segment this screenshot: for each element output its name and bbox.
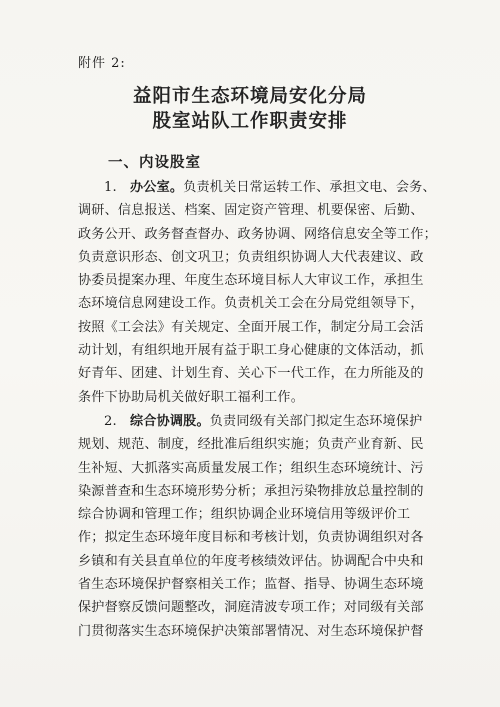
item-number: 1.	[104, 180, 117, 195]
paragraph-line: 规划、规范、制度，经批准后组织实施；负责产业育新、民	[78, 437, 424, 453]
attachment-label: 附件 2:	[78, 56, 126, 71]
paragraph-line: 省生态环境保护督察相关工作；监督、指导、协调生态环境	[78, 577, 424, 593]
paragraph-line: 条件下协助局机关做好职工福利工作。	[78, 389, 304, 405]
paragraph-line: 作；拟定生态环境年度目标和考核计划，负责协调组织对各	[78, 530, 424, 546]
document-title-line-2: 股室站队工作职责安排	[152, 111, 348, 132]
paragraph-line: 态环境信息网建设工作。负责机关工会在分局党组领导下，	[78, 296, 424, 312]
paragraph-coordination	[78, 410, 440, 643]
item-number: 2.	[104, 414, 117, 429]
paragraph-line: 生补短、大抓落实高质量发展工作；组织生态环境统计、污	[78, 460, 424, 476]
document-title-line-1: 益阳市生态环境局安化分局	[132, 86, 367, 107]
paragraph-line: 乡镇和有关县直单位的年度考核绩效评估。协调配合中央和	[78, 553, 424, 569]
paragraph-line	[78, 176, 440, 199]
paragraph-line: 综合协调和管理工作；组织协调企业环境信用等级评价工	[78, 507, 411, 523]
paragraph-line: 好青年、团建、计划生育、关心下一代工作，在力所能及的	[78, 366, 424, 382]
paragraph-line: 负责意识形态、创文巩卫；负责组织协调人大代表建议、政	[78, 249, 424, 265]
paragraph-line: 动计划，有组织地开展有益于职工身心健康的文体活动，抓	[78, 343, 424, 359]
paragraph-line: 染源普查和生态环境形势分析；承担污染物排放总量控制的	[78, 483, 424, 499]
item-heading: 办公室。	[130, 180, 184, 195]
paragraph-text: 负责机关日常运转工作、承担文电、会务、	[183, 180, 436, 195]
paragraph-line: 保护督察反馈问题整改，洞庭清波专项工作；对同级有关部	[78, 600, 424, 616]
paragraph-line: 按照《工会法》有关规定、全面开展工作，制定分局工会活	[78, 319, 424, 335]
paragraph-line	[78, 410, 440, 433]
paragraph-office	[78, 176, 440, 409]
paragraph-line: 协委员提案办理、年度生态环境目标人大审议工作，承担生	[78, 273, 424, 289]
item-heading: 综合协调股。	[130, 414, 210, 429]
paragraph-text: 负责同级有关部门拟定生态环境保护	[209, 414, 423, 429]
section-heading: 一、内设股室	[108, 154, 201, 171]
paragraph-line: 门贯彻落实生态环境保护决策部署情况、对生态环境保护督	[78, 623, 424, 639]
paragraph-line: 调研、信息报送、档案、固定资产管理、机要保密、后勤、	[78, 203, 424, 219]
paragraph-line: 政务公开、政务督查督办、政务协调、网络信息安全等工作；	[78, 226, 437, 242]
